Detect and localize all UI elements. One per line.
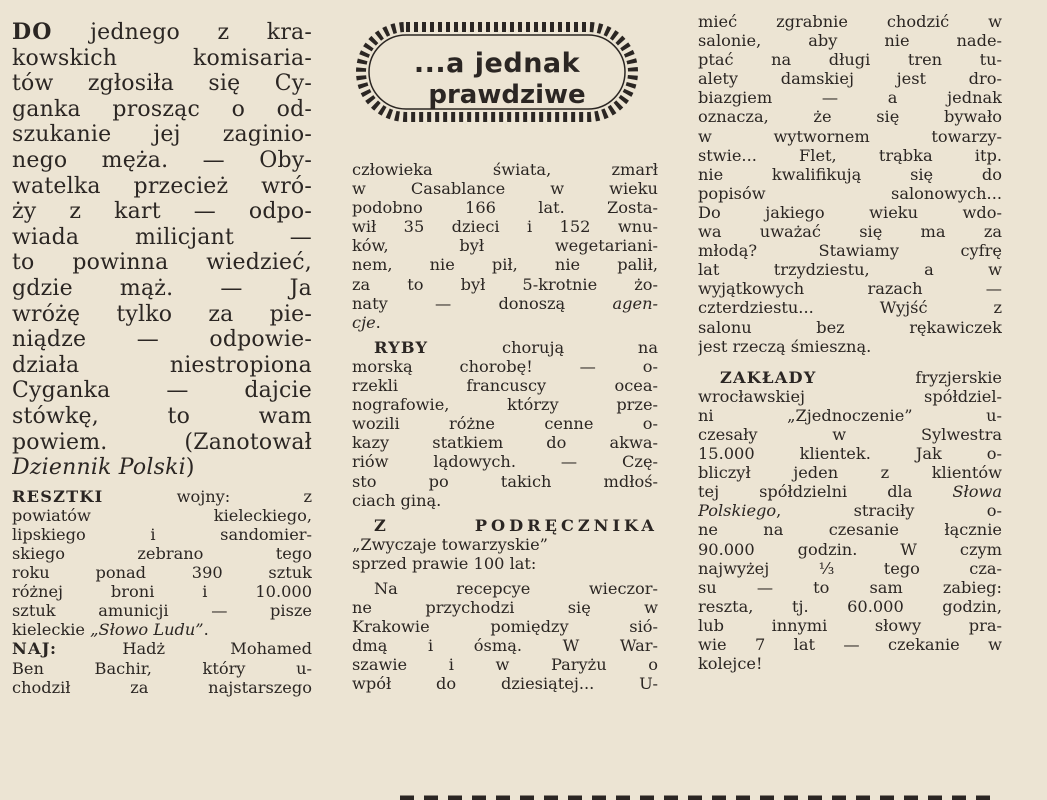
text-line: Do jakiego wieku wdo- bbox=[698, 202, 1002, 222]
text-line: wpół do dziesiątej... U- bbox=[352, 674, 658, 694]
text-line: 90.000 godzin. W czym bbox=[698, 539, 1002, 559]
text-line: wie 7 lat — czekanie w bbox=[698, 635, 1002, 654]
header-line-1: ...a jednak bbox=[413, 48, 581, 79]
column-2 bbox=[352, 160, 658, 694]
text-line: ganka prosząc o od- bbox=[12, 96, 312, 122]
text-line: wróżę tylko za pie- bbox=[12, 301, 312, 327]
text-line: nem, nie pił, nie palił, bbox=[352, 255, 658, 275]
text-line: wrocławskiej spółdziel- bbox=[698, 386, 1002, 406]
text-line: roku ponad 390 sztuk bbox=[12, 563, 312, 583]
source-citation: Polskiego bbox=[698, 501, 777, 521]
text-line: działa niestropiona bbox=[12, 352, 312, 378]
section-header-badge bbox=[356, 22, 638, 122]
text-line: wił 35 dzieci i 152 wnu- bbox=[352, 217, 658, 237]
text-line: Na recepcye wieczor- bbox=[374, 578, 658, 598]
text-line: kolejce! bbox=[698, 654, 763, 674]
text-line: kieleckie „Słowo Ludu”. bbox=[12, 620, 209, 640]
column-3 bbox=[698, 0, 1002, 673]
text-line: oznacza, że się bywało bbox=[698, 107, 1002, 127]
text-line: lipskiego i sandomier- bbox=[12, 524, 312, 544]
article-cyganka bbox=[12, 0, 312, 481]
text-line: dmą i ósmą. W War- bbox=[352, 636, 658, 656]
article-naj-part2 bbox=[352, 160, 658, 332]
section-subheading: Z PODRĘCZNIKA bbox=[374, 515, 658, 535]
text-line: NAJ: Hadż Mohamed bbox=[12, 639, 312, 659]
text-line: to powinna wiedzieć, bbox=[12, 250, 312, 276]
text-line: gdzie mąż. — Ja bbox=[12, 275, 312, 301]
text-line: powiem. (Zanotował bbox=[12, 429, 312, 455]
text-line: w wytwornem towarzy- bbox=[698, 126, 1002, 146]
text-line: sprzed prawie 100 lat: bbox=[352, 553, 537, 573]
header-line-2: prawdziwe bbox=[428, 80, 586, 110]
text-line: stwie... Flet, trąbka itp. bbox=[698, 145, 1002, 165]
article-zaklady bbox=[698, 368, 1002, 674]
text-line: czesały w Sylwestra bbox=[698, 424, 1002, 444]
text-line: ne na czesanie łącznie bbox=[698, 520, 1002, 540]
source-citation: Dziennik Polski bbox=[12, 455, 186, 481]
text-line: chodził za najstarszego bbox=[12, 677, 312, 697]
text-line: sztuk amunicji — pisze bbox=[12, 601, 312, 621]
article-naj-part1 bbox=[12, 639, 312, 696]
text-line: „Zwyczaje towarzyskie” bbox=[352, 534, 548, 554]
text-line: sto po takich mdłoś- bbox=[352, 471, 658, 491]
text-line: szawie i w Paryżu o bbox=[352, 655, 658, 675]
text-line: szukanie jej zaginio- bbox=[12, 122, 312, 148]
text-line: popisów salonowych... bbox=[698, 183, 1002, 203]
text-line: skiego zebrano tego bbox=[12, 543, 312, 563]
text-line: różnej broni i 10.000 bbox=[12, 582, 312, 602]
text-line: DO jednego z kra- bbox=[12, 20, 312, 45]
source-citation: agen- bbox=[612, 293, 658, 313]
text-line: Ben Bachir, który u- bbox=[12, 658, 312, 678]
text-line: 15.000 klientek. Jak o- bbox=[698, 444, 1002, 464]
text-line: ży z kart — odpo- bbox=[12, 199, 312, 225]
text-line: wa uważać się ma za bbox=[698, 222, 1002, 242]
text-line: naty — donoszą agen- bbox=[352, 293, 658, 313]
text-line: riów lądowych. — Czę- bbox=[352, 452, 658, 472]
text-line: nografowie, którzy prze- bbox=[352, 395, 658, 415]
text-line: w Casablance w wieku bbox=[352, 179, 658, 199]
text-line: biazgiem — a jednak bbox=[698, 88, 1002, 108]
text-line: niądze — odpowie- bbox=[12, 327, 312, 353]
text-line: nego męża. — Oby- bbox=[12, 147, 312, 173]
text-line: tów zgłosiła się Cy- bbox=[12, 71, 312, 97]
text-line: morską chorobę! — o- bbox=[352, 356, 658, 376]
text-line: wyjątkowych razach — bbox=[698, 279, 1002, 299]
article-podrecznik-part1 bbox=[352, 516, 658, 694]
text-line: ciach giną. bbox=[352, 490, 442, 510]
text-line: jest rzeczą śmieszną. bbox=[698, 336, 872, 356]
text-line: czterdziestu... Wyjść z bbox=[698, 298, 1002, 318]
column-1 bbox=[12, 0, 312, 697]
text-line: Dziennik Polski) bbox=[12, 455, 195, 481]
article-resztki bbox=[12, 487, 312, 640]
source-citation: „Słowo Ludu” bbox=[90, 620, 204, 640]
text-line: RESZTKI wojny: z bbox=[12, 486, 312, 506]
article-podrecznik-part2 bbox=[698, 0, 1002, 356]
text-line: ZAKŁADY fryzjerskie bbox=[720, 367, 1002, 387]
text-line: Krakowie pomiędzy sió- bbox=[352, 617, 658, 637]
text-line: człowieka świata, zmarł bbox=[352, 160, 658, 179]
text-line: rzekli francuscy ocea- bbox=[352, 376, 658, 396]
text-line: wozili różne cenne o- bbox=[352, 414, 658, 434]
text-line: ków, był wegetariani- bbox=[352, 236, 658, 256]
text-line: kazy statkiem do akwa- bbox=[352, 433, 658, 453]
text-line: salonie, aby nie nade- bbox=[698, 31, 1002, 51]
source-citation: Słowa bbox=[952, 482, 1002, 502]
text-line: Polskiego, straciły o- bbox=[698, 501, 1002, 521]
text-line: powiatów kieleckiego, bbox=[12, 505, 312, 525]
text-line: kowskich komisaria- bbox=[12, 45, 312, 71]
article-ryby bbox=[352, 338, 658, 510]
text-line: alety damskiej jest dro- bbox=[698, 69, 1002, 89]
text-line: ptać na długi tren tu- bbox=[698, 50, 1002, 70]
text-line: cje. bbox=[352, 312, 381, 332]
text-line: salonu bez rękawiczek bbox=[698, 317, 1002, 337]
text-line: Cyganka — dajcie bbox=[12, 378, 312, 404]
text-line: tej spółdzielni dla Słowa bbox=[698, 482, 1002, 502]
text-line: ni „Zjednoczenie” u- bbox=[698, 405, 1002, 425]
text-line: lub innymi słowy pra- bbox=[698, 615, 1002, 635]
decorative-border bbox=[400, 790, 1000, 800]
text-line: wiada milicjant — bbox=[12, 224, 312, 250]
text-line: nie kwalifikują się do bbox=[698, 164, 1002, 184]
text-line: su — to sam zabieg: bbox=[698, 577, 1002, 597]
text-line: lat trzydziestu, a w bbox=[698, 260, 1002, 280]
text-line: ne przychodzi się w bbox=[352, 598, 658, 618]
text-line: reszta, tj. 60.000 godzin, bbox=[698, 596, 1002, 616]
text-line: RYBY chorują na bbox=[374, 337, 658, 357]
text-line: najwyżej ⅓ tego cza- bbox=[698, 558, 1002, 578]
text-line: młodą? Stawiamy cyfrę bbox=[698, 241, 1002, 261]
text-line: stówkę, to wam bbox=[12, 403, 312, 429]
text-line: podobno 166 lat. Zosta- bbox=[352, 198, 658, 218]
text-line: mieć zgrabnie chodzić w bbox=[698, 12, 1002, 31]
source-citation: cje bbox=[352, 312, 376, 332]
text-line: bliczył jeden z klientów bbox=[698, 463, 1002, 483]
text-line: watelka przecież wró- bbox=[12, 173, 312, 199]
text-line: za to był 5-krotnie żo- bbox=[352, 274, 658, 294]
